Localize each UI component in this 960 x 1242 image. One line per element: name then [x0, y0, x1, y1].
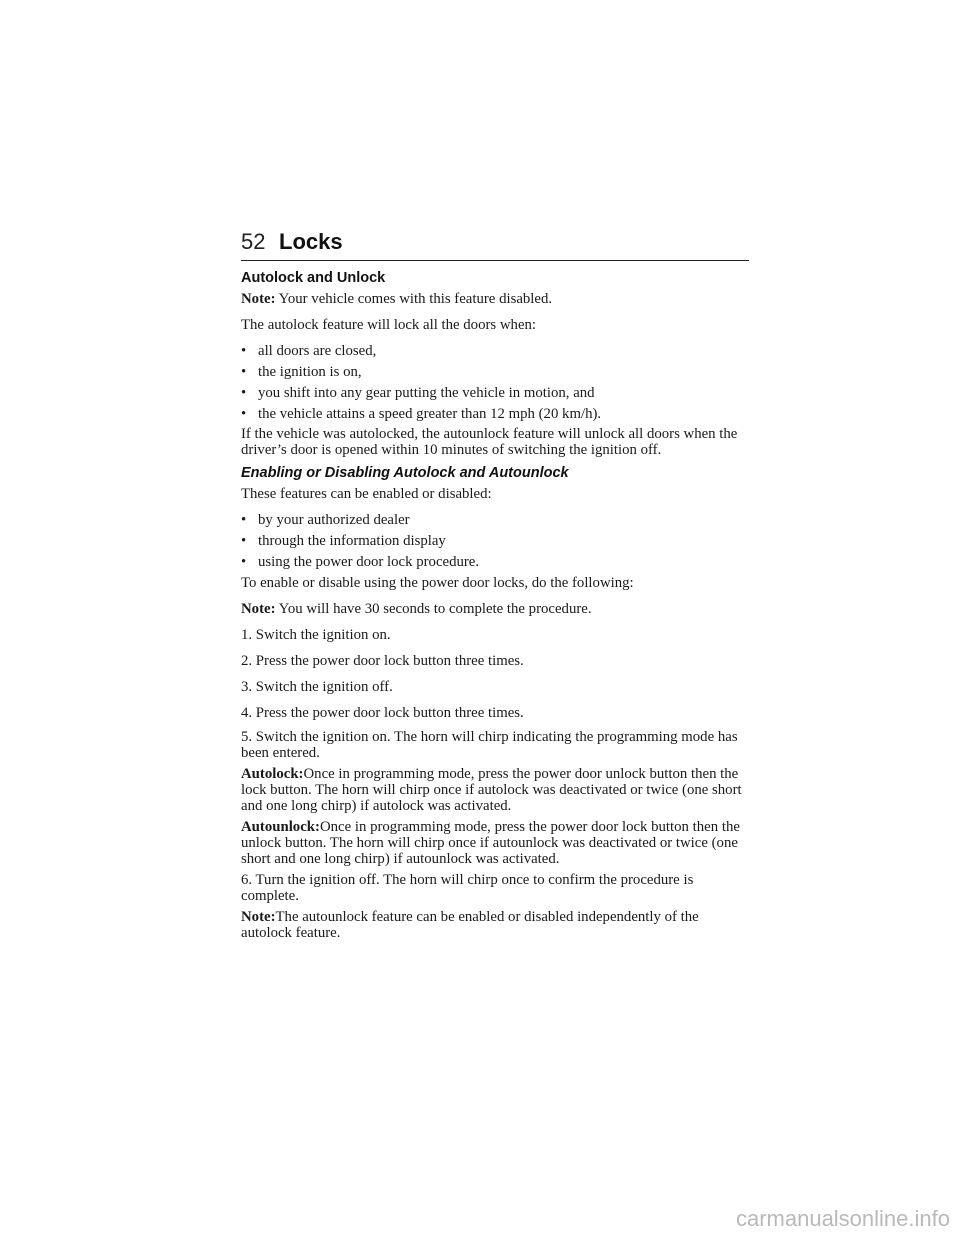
- bullet-icon: •: [241, 343, 247, 359]
- autolock-heading: Autolock and Unlock: [241, 270, 386, 286]
- list-item: • you shift into any gear putting the vehicle in motion, and: [241, 383, 751, 404]
- final-note: Note:The autounlock feature can be enabled or disabled independently of the autolock feature.: [241, 909, 699, 941]
- step-6: 6. Turn the ignition off. The horn will chirp once to confirm the procedure is complete.: [241, 872, 694, 904]
- list-item: • the vehicle attains a speed greater than 12 mph (20 km/h).: [241, 404, 751, 425]
- autolock-note: Note: Your vehicle comes with this feature disabled.: [241, 291, 553, 307]
- watermark: carmanualsonline.info: [735, 1206, 950, 1231]
- step-2: 2. Press the power door lock button three times.: [241, 653, 524, 669]
- autolock-intro: The autolock feature will lock all the doors when:: [241, 317, 537, 333]
- bullet-icon: •: [241, 406, 247, 422]
- enabling-heading: Enabling or Disabling Autolock and Autounlock: [241, 465, 569, 481]
- list-item: • all doors are closed,: [241, 341, 751, 362]
- page-number: 52: [241, 229, 266, 254]
- step-4: 4. Press the power door lock button three times.: [241, 705, 524, 721]
- procedure-intro: To enable or disable using the power door locks, do the following:: [241, 575, 634, 591]
- autounlock-instruction: Autounlock:Once in programming mode, press the power door lock button then the unlock button. The horn will chirp once if autounlock was deactivated or twice (one short and one long chirp) if autounlock was activated.: [241, 819, 740, 867]
- step-1: 1. Switch the ignition on.: [241, 627, 391, 643]
- autounlock-paragraph: If the vehicle was autolocked, the autounlock feature will unlock all doors when the driver’s door is opened within 10 minutes of switching the ignition off.: [241, 426, 738, 458]
- enabling-intro: These features can be enabled or disabled:: [241, 486, 492, 502]
- bullet-icon: •: [241, 385, 247, 401]
- autolock-instruction: Autolock:Once in programming mode, press the power door unlock button then the lock button. The horn will chirp once if autolock was deactivated or twice (one short and one long chirp) if autolock was activated.: [241, 766, 742, 814]
- bullet-icon: •: [241, 364, 247, 380]
- page-header: [241, 228, 749, 261]
- step-5: 5. Switch the ignition on. The horn will chirp indicating the programming mode has been entered.: [241, 729, 738, 761]
- page-content: [241, 268, 751, 946]
- bullet-icon: •: [241, 512, 247, 528]
- list-item: • through the information display: [241, 531, 751, 552]
- bullet-icon: •: [241, 533, 247, 549]
- list-item: • the ignition is on,: [241, 362, 751, 383]
- section-title: Locks: [279, 229, 343, 254]
- procedure-note: Note: You will have 30 seconds to complete the procedure.: [241, 601, 592, 617]
- list-item: • using the power door lock procedure.: [241, 552, 751, 573]
- list-item: • by your authorized dealer: [241, 510, 751, 531]
- step-3: 3. Switch the ignition off.: [241, 679, 393, 695]
- bullet-icon: •: [241, 554, 247, 570]
